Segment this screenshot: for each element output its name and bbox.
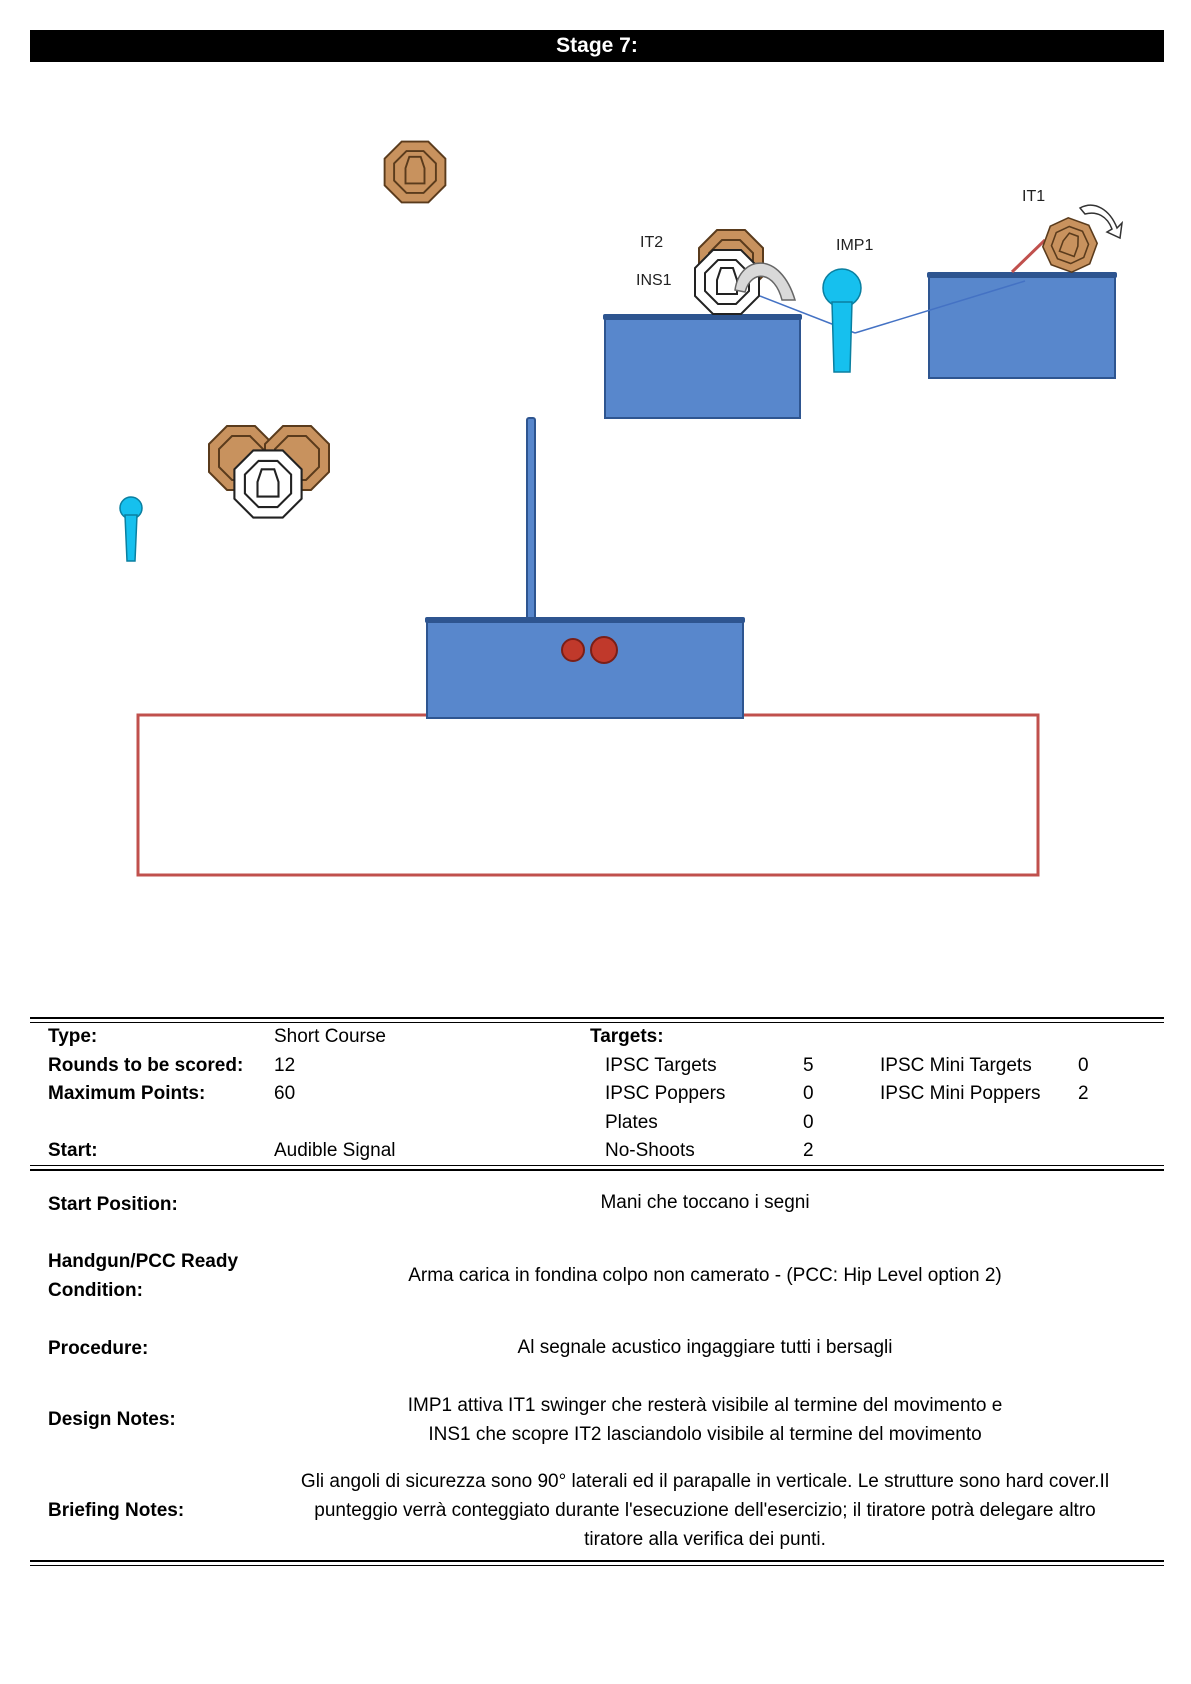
ipsc-target-top-left	[385, 142, 446, 203]
shooting-area-box	[138, 715, 1038, 875]
max-points-value: 60	[274, 1083, 296, 1104]
ready-condition-value: Arma carica in fondina colpo non camerato - (PCC: Hip Level option 2)	[408, 1265, 1002, 1286]
targets-label: Targets:	[590, 1026, 664, 1047]
right-barricade-top	[927, 272, 1117, 278]
rounds-value: 12	[274, 1055, 296, 1076]
briefing-notes-line-3: tiratore alla verifica dei punti.	[584, 1529, 826, 1550]
stage-title: Stage 7:	[556, 34, 638, 57]
label-ins1: INS1	[636, 272, 672, 289]
start-label: Start:	[48, 1140, 98, 1161]
target-type-name: Plates	[605, 1112, 658, 1133]
no-shoot-left	[234, 450, 301, 517]
design-notes-line-2: INS1 che scopre IT2 lasciandolo visibile al termine del movimento	[428, 1424, 982, 1445]
target-type-count: 0	[803, 1083, 814, 1104]
design-notes-label: Design Notes:	[48, 1409, 176, 1430]
mini-target-name: IPSC Mini Poppers	[880, 1083, 1041, 1104]
right-barricade	[929, 276, 1115, 378]
briefing-notes-label: Briefing Notes:	[48, 1500, 185, 1521]
start-position-value: Mani che toccano i segni	[600, 1192, 810, 1213]
stage-diagram	[0, 70, 1191, 970]
start-barricade-top	[425, 617, 745, 623]
mini-popper-left	[120, 497, 142, 561]
target-type-count: 2	[803, 1140, 814, 1161]
details-bottom-rule-2	[30, 1565, 1164, 1566]
mini-target-count: 2	[1078, 1083, 1089, 1104]
start-position-label: Start Position:	[48, 1194, 178, 1215]
ready-condition-label-line-2: Condition:	[48, 1280, 143, 1301]
mini-target-name: IPSC Mini Targets	[880, 1055, 1032, 1076]
max-points-label: Maximum Points:	[48, 1083, 206, 1104]
start-barricade	[427, 620, 743, 718]
mini-target-count: 0	[1078, 1055, 1089, 1076]
ipsc-target-it1	[1038, 213, 1102, 277]
middle-barricade-top	[603, 314, 802, 320]
briefing-notes-line-1: Gli angoli di sicurezza sono 90° laterali ed il parapalle in verticale. Le strutture sono hard cover.Il	[300, 1471, 1110, 1492]
procedure-label: Procedure:	[48, 1338, 149, 1359]
summary-top-rule-2	[30, 1022, 1164, 1023]
mini-popper-imp1	[823, 269, 861, 372]
procedure-value: Al segnale acustico ingaggiare tutti i bersagli	[517, 1337, 893, 1358]
start-value: Audible Signal	[274, 1140, 396, 1161]
swinger-arm	[1012, 240, 1045, 272]
rounds-label: Rounds to be scored:	[48, 1055, 244, 1076]
briefing-notes-line-2: punteggio verrà conteggiato durante l'esecuzione dell'esercizio; il tiratore potrà delegare altro	[314, 1500, 1096, 1521]
type-value: Short Course	[274, 1026, 386, 1047]
label-imp1: IMP1	[836, 237, 874, 254]
details-bottom-rule	[30, 1560, 1164, 1562]
label-it2: IT2	[640, 234, 664, 251]
design-notes-line-1: IMP1 attiva IT1 swinger che resterà visibile al termine del movimento e	[407, 1395, 1003, 1416]
start-marker-right	[591, 637, 617, 663]
middle-barricade	[605, 318, 800, 418]
start-marker-left	[562, 639, 584, 661]
summary-bottom-rule-2	[30, 1169, 1164, 1171]
ready-condition-label-line-1: Handgun/PCC Ready	[48, 1251, 239, 1272]
target-type-count: 0	[803, 1112, 814, 1133]
target-type-name: IPSC Targets	[605, 1055, 717, 1076]
summary-top-rule	[30, 1017, 1164, 1019]
stage-title-bar	[30, 30, 1164, 62]
label-it1: IT1	[1022, 188, 1046, 205]
target-type-name: No-Shoots	[605, 1140, 695, 1161]
target-type-count: 5	[803, 1055, 814, 1076]
type-label: Type:	[48, 1026, 98, 1047]
summary-bottom-rule	[30, 1165, 1164, 1166]
divider-wall	[527, 418, 535, 626]
target-type-name: IPSC Poppers	[605, 1083, 726, 1104]
